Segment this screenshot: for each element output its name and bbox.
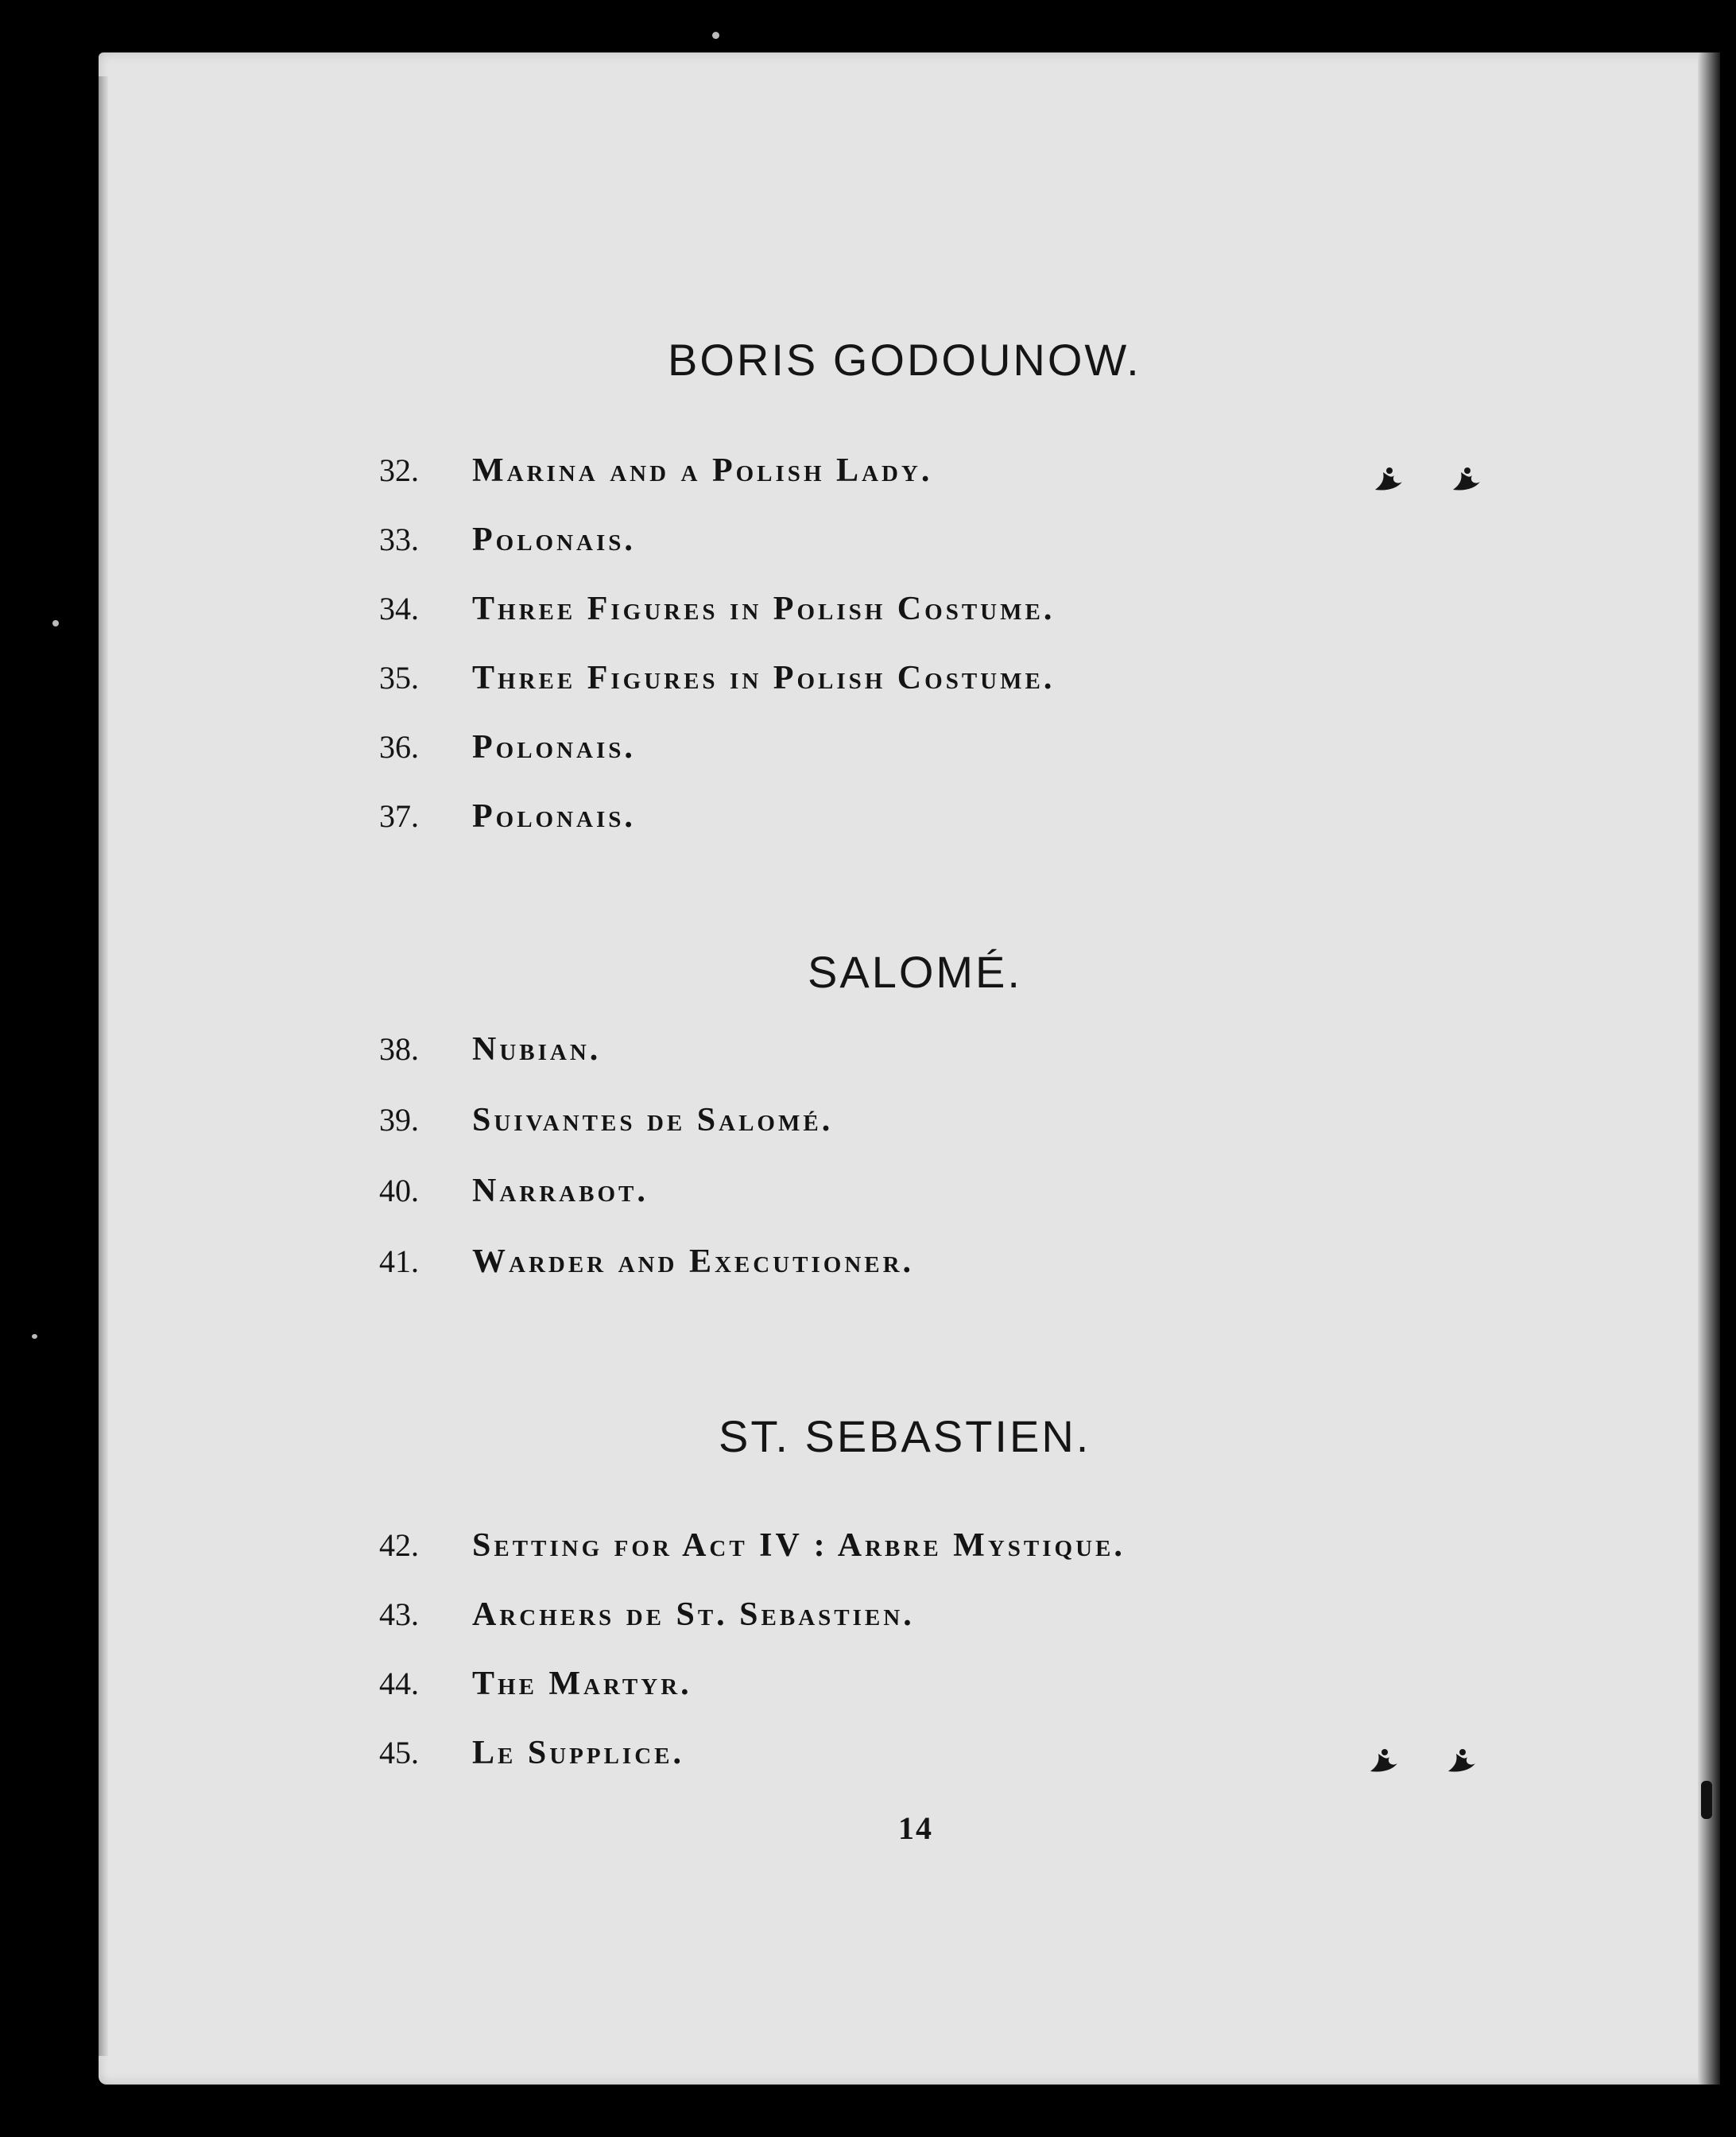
- item-number: 34.: [379, 591, 419, 626]
- item-title: Polonais.: [472, 798, 636, 835]
- dust-speck: [712, 32, 719, 39]
- binding-mark: [1701, 1781, 1712, 1819]
- list-item: [379, 1526, 1126, 1565]
- fleuron-icon: [1367, 461, 1486, 498]
- item-number: 40.: [379, 1173, 419, 1208]
- item-number: 43.: [379, 1596, 419, 1632]
- list-item: [379, 1665, 692, 1703]
- list-item: [379, 1243, 914, 1281]
- list-item: [379, 1101, 833, 1139]
- item-number: 35.: [379, 660, 419, 696]
- item-title: Suivantes de Salomé.: [472, 1102, 834, 1138]
- item-number: 32.: [379, 452, 419, 488]
- item-number: 37.: [379, 798, 419, 834]
- fleuron-icon: [1362, 1743, 1482, 1779]
- item-title: Polonais.: [472, 729, 636, 766]
- item-title: Setting for Act IV : Arbre Mystique.: [472, 1527, 1126, 1564]
- dust-speck: [32, 1334, 37, 1339]
- item-title: Marina and a Polish Lady.: [472, 452, 933, 489]
- item-title: Three Figures in Polish Costume.: [472, 660, 1056, 696]
- item-number: 45.: [379, 1735, 419, 1770]
- list-item: [379, 1172, 649, 1210]
- item-title: Warder and Executioner.: [472, 1243, 915, 1280]
- item-number: 36.: [379, 729, 419, 765]
- page-left-edge: [99, 76, 108, 2056]
- list-item: [379, 1596, 915, 1634]
- item-title: Narrabot.: [472, 1173, 649, 1209]
- item-title: The Martyr.: [472, 1666, 692, 1702]
- item-number: 39.: [379, 1102, 419, 1138]
- dust-speck: [52, 620, 59, 626]
- section-heading: BORIS GODOUNOW.: [668, 335, 1141, 385]
- item-title: Nubian.: [472, 1031, 602, 1068]
- list-item: [379, 452, 932, 490]
- section-heading: ST. SEBASTIEN.: [719, 1411, 1091, 1461]
- list-item: [379, 797, 636, 836]
- list-item: [379, 1734, 684, 1772]
- item-title: Archers de St. Sebastien.: [472, 1596, 915, 1633]
- page-right-edge: [1698, 52, 1720, 2085]
- list-item: [379, 1030, 601, 1068]
- item-title: Three Figures in Polish Costume.: [472, 591, 1056, 627]
- page-number: 14: [898, 1810, 933, 1846]
- item-number: 42.: [379, 1527, 419, 1563]
- item-title: Le Supplice.: [472, 1735, 685, 1771]
- section-heading: SALOMÉ.: [808, 947, 1022, 997]
- item-number: 38.: [379, 1031, 419, 1067]
- list-item: [379, 728, 636, 766]
- item-number: 41.: [379, 1243, 419, 1279]
- list-item: [379, 521, 636, 559]
- item-number: 44.: [379, 1666, 419, 1701]
- list-item: [379, 659, 1055, 697]
- item-number: 33.: [379, 522, 419, 557]
- list-item: [379, 590, 1055, 628]
- item-title: Polonais.: [472, 522, 636, 558]
